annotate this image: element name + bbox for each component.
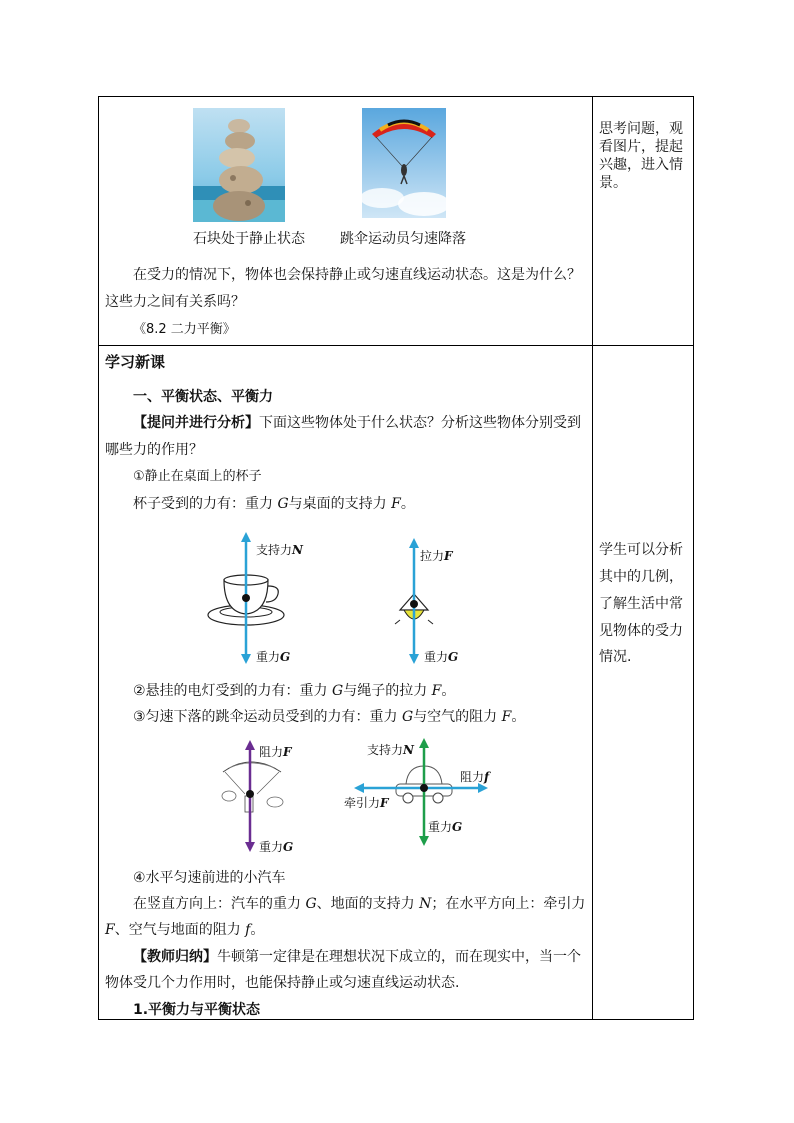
text-run: 。 (250, 922, 265, 938)
text-run: 杯子受到的力有：重力 (133, 496, 278, 512)
label-symbol: F (283, 745, 292, 759)
ask-bracket: 【提问并进行分析】 (133, 415, 259, 431)
text-run: ；在水平方向上：牵引力 (431, 896, 586, 912)
ask-text: 下面这些物体处于什么状态？分析这些物体分别受到 (259, 415, 581, 431)
teacher-bracket: 【教师归纳】 (133, 949, 217, 965)
symbol: G (305, 896, 317, 912)
text-run: 。 (511, 709, 526, 725)
teacher-line1 (133, 947, 581, 967)
side-note-1-line: 看图片，提起 (599, 139, 683, 155)
symbol: f (245, 922, 251, 938)
side-note-2-line: 学生可以分析 (599, 542, 683, 558)
label-symbol: G (452, 820, 463, 834)
text-run: 与绳子的拉力 (343, 683, 432, 699)
text-run: ③匀速下落的跳伞运动员受到的力有：重力 (133, 709, 402, 725)
label-text: 支持力 (256, 543, 293, 557)
lamp-gravity-label (424, 648, 458, 665)
parachutist-image (362, 108, 446, 218)
item3 (133, 707, 525, 727)
text-run: 与桌面的支持力 (288, 496, 392, 512)
item1: ①静止在桌面上的杯子 (133, 469, 262, 484)
label-text: 阻力 (460, 770, 485, 784)
symbol: F (501, 709, 512, 725)
table-border-right (693, 96, 694, 1020)
side-note-1-line: 兴趣，进入情 (599, 157, 683, 173)
item4-line1 (133, 894, 585, 914)
subsection-heading: 一、平衡状态、平衡力 (133, 389, 273, 405)
item1-forces (133, 494, 415, 514)
symbol: F (431, 683, 442, 699)
symbol: N (419, 896, 432, 912)
label-text: 阻力 (259, 745, 284, 759)
ask-line1 (133, 413, 581, 433)
intro-paragraph-line2: 这些力之间有关系吗？ (105, 294, 245, 310)
label-symbol: F (444, 549, 453, 563)
label-symbol: N (403, 743, 414, 757)
label-symbol: f (484, 770, 490, 784)
column-divider (592, 96, 593, 1020)
car-gravity-label (428, 818, 462, 835)
label-symbol: N (292, 543, 303, 557)
label-symbol: G (448, 650, 459, 664)
item2 (133, 681, 455, 701)
text-run: 。 (400, 496, 415, 512)
side-note-1-line: 思考问题，观 (599, 121, 683, 137)
text-run: 、地面的支持力 (316, 896, 420, 912)
text-run: 在竖直方向上：汽车的重力 (133, 896, 306, 912)
teacher-line2: 物体受几个力作用时，也能保持静止或匀速直线运动状态. (105, 975, 460, 991)
lesson-title: 《8.2 二力平衡》 (133, 322, 236, 337)
label-symbol: G (283, 840, 294, 854)
image2-caption: 跳伞运动员匀速降落 (340, 231, 466, 247)
item4-line2 (105, 920, 264, 940)
label-text: 重力 (424, 650, 449, 664)
cup-support-label (256, 541, 303, 558)
sub-heading: 1.平衡力与平衡状态 (133, 1002, 261, 1018)
cup-gravity-label (256, 648, 290, 665)
side-note-2-line: 见物体的受力 (599, 623, 683, 639)
image1-caption: 石块处于静止状态 (193, 231, 305, 247)
symbol: G (332, 683, 344, 699)
label-symbol: G (280, 650, 291, 664)
text-run: ②悬挂的电灯受到的力有：重力 (133, 683, 333, 699)
side-note-2-line: 了解生活中常 (599, 596, 683, 612)
parachute-gravity-label (259, 838, 293, 855)
text-run: 。 (441, 683, 456, 699)
section-heading: 学习新课 (105, 353, 166, 371)
table-border-top (98, 96, 694, 97)
side-note-2-line: 其中的几例， (599, 569, 683, 585)
row-divider (98, 345, 694, 346)
label-text: 拉力 (420, 549, 445, 563)
car-support-label (367, 741, 414, 758)
car-traction-label (344, 794, 389, 811)
item4: ④水平匀速前进的小汽车 (133, 870, 286, 886)
ask-line2: 哪些力的作用？ (105, 442, 203, 458)
symbol: F (105, 922, 115, 938)
symbol: G (277, 496, 289, 512)
lamp-pull-label (420, 547, 453, 564)
label-text: 重力 (428, 820, 453, 834)
side-note-2-line: 情况. (599, 649, 632, 665)
label-text: 重力 (256, 650, 281, 664)
intro-paragraph-line1: 在受力的情况下，物体也会保持静止或匀速直线运动状态。这是为什么？ (133, 267, 581, 283)
label-symbol: F (380, 796, 389, 810)
label-text: 支持力 (367, 743, 404, 757)
stacked-stones-image (193, 108, 285, 222)
parachute-drag-label (259, 743, 292, 760)
text-run: 与空气的阻力 (413, 709, 502, 725)
label-text: 牵引力 (344, 796, 381, 810)
teacher-text: 牛顿第一定律是在理想状况下成立的，而在现实中，当一个 (217, 949, 581, 965)
symbol: F (391, 496, 401, 512)
label-text: 重力 (259, 840, 284, 854)
car-drag-label (460, 768, 489, 785)
side-note-1-line: 景。 (599, 175, 627, 191)
table-border-left (98, 96, 99, 1020)
symbol: G (402, 709, 414, 725)
text-run: 、空气与地面的阻力 (114, 922, 246, 938)
